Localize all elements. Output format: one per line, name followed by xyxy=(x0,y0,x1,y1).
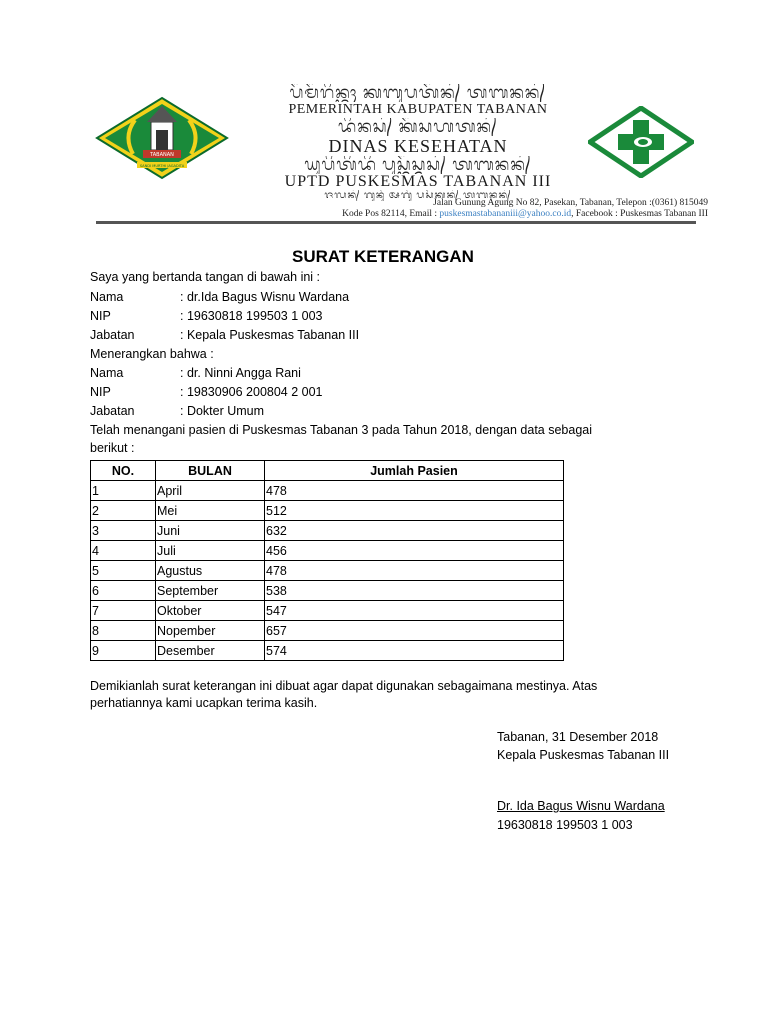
table-cell: September xyxy=(156,581,265,601)
declaration-text: Menerangkan bahwa : xyxy=(90,347,214,361)
table-cell: 478 xyxy=(265,561,564,581)
table-cell: 547 xyxy=(265,601,564,621)
address-line: Jalan Gunung Agung No 82, Pasekan, Tabanan, Telepon :(0361) 815049 xyxy=(433,198,708,208)
contact-suffix: , Facebook : Puskesmas Tabanan III xyxy=(571,209,708,219)
emblem-motto: SANDI MURTHI JAGADITA xyxy=(139,164,185,168)
table-cell: Nopember xyxy=(156,621,265,641)
balinese-script-line: ᬬᬸᬧᬶᬢᬶᬤᬶ ᬧᬸᬲ᭄ᬓᭂᬲ᭄ᬫᬲ᭄ ᬢᬩᬦᬦ᭄ xyxy=(304,156,532,174)
closing-text: perhatiannya kami ucapkan terima kasih. xyxy=(90,696,318,710)
table-cell: 574 xyxy=(265,641,564,661)
table-cell: 5 xyxy=(91,561,156,581)
field-value: : dr. Ninni Angga Rani xyxy=(180,366,301,380)
signature-name: Dr. Ida Bagus Wisnu Wardana xyxy=(497,799,665,813)
table-row xyxy=(91,581,564,601)
patient-table xyxy=(90,460,564,661)
table-cell: Agustus xyxy=(156,561,265,581)
field-value: : Dokter Umum xyxy=(180,404,265,418)
column-header: Jumlah Pasien xyxy=(265,461,564,481)
table-cell: Juli xyxy=(156,541,265,561)
table-cell: 3 xyxy=(91,521,156,541)
letterhead-address xyxy=(148,198,708,220)
table-cell: 478 xyxy=(265,481,564,501)
field-value: : 19830906 200804 2 001 xyxy=(180,385,323,399)
balinese-script-line: ᬧᭂᬫᭂᬭᬶᬦ᭄ᬢᬄ ᬓᬩᬸᬧᬢᭂᬦ᭄ ᬢᬩᬦᬦ᭄ xyxy=(289,84,547,102)
table-row xyxy=(91,541,564,561)
signature-nip: 19630818 199503 1 003 xyxy=(497,818,633,832)
table-cell: Mei xyxy=(156,501,265,521)
table-row xyxy=(91,561,564,581)
field-value: : Kepala Puskesmas Tabanan III xyxy=(180,328,360,342)
unit-name: UPTD PUSKESMAS TABANAN III xyxy=(284,173,552,190)
table-cell: 7 xyxy=(91,601,156,621)
government-name: PEMERINTAH KABUPATEN TABANAN xyxy=(288,102,548,117)
table-cell: 8 xyxy=(91,621,156,641)
table-cell: Juni xyxy=(156,521,265,541)
document-title: SURAT KETERANGAN xyxy=(292,247,474,266)
contact-prefix: Kode Pos 82114, Email : xyxy=(342,209,440,219)
statement-text: Telah menangani pasien di Puskesmas Tabanan 3 pada Tahun 2018, dengan data sebagai xyxy=(90,423,593,437)
field-value: : dr.Ida Bagus Wisnu Wardana xyxy=(180,290,350,304)
table-row xyxy=(91,501,564,521)
emblem-label: TABANAN xyxy=(150,152,174,158)
signature-place-date: Tabanan, 31 Desember 2018 xyxy=(497,730,659,744)
field-value: : 19630818 199503 1 003 xyxy=(180,309,323,323)
table-cell: Desember xyxy=(156,641,265,661)
table-row xyxy=(91,521,564,541)
table-cell: 4 xyxy=(91,541,156,561)
statement-text: berikut : xyxy=(90,441,135,455)
table-row xyxy=(91,641,564,661)
column-header: BULAN xyxy=(156,461,265,481)
letterhead-text xyxy=(238,84,598,201)
tabanan-regency-emblem xyxy=(93,96,231,180)
table-cell: 456 xyxy=(265,541,564,561)
agency-name: DINAS KESEHATAN xyxy=(328,136,508,156)
email-link[interactable]: puskesmastabananiii@yahoo.co.id xyxy=(439,209,572,219)
table-row xyxy=(91,601,564,621)
field-label: Nama xyxy=(90,290,124,304)
letterhead-divider xyxy=(96,221,696,224)
field-label: Jabatan xyxy=(90,404,135,418)
signature-position: Kepala Puskesmas Tabanan III xyxy=(497,748,670,762)
table-cell: 1 xyxy=(91,481,156,501)
balinese-script-line: ᬤᬶᬦᬲ᭄ ᬓᭂᬲᬳᬢᬦ᭄ xyxy=(338,118,498,136)
table-cell: 657 xyxy=(265,621,564,641)
column-header: NO. xyxy=(91,461,156,481)
table-cell: 2 xyxy=(91,501,156,521)
table-header-row xyxy=(91,461,564,481)
table-cell: April xyxy=(156,481,265,501)
puskesmas-logo xyxy=(588,106,694,178)
table-cell: 6 xyxy=(91,581,156,601)
field-label: NIP xyxy=(90,385,111,399)
field-label: Jabatan xyxy=(90,328,135,342)
table-cell: 632 xyxy=(265,521,564,541)
intro-text: Saya yang bertanda tangan di bawah ini : xyxy=(90,270,321,284)
balinese-script-line: ᬚᬮᬦ᭄ ᬕᬸᬦᬸᬂ ᬅᬕᬸᬂ ᬧᬲᭂᬓᬦ᭄ ᬢᬩᬦᬦ᭄ xyxy=(324,190,512,201)
field-label: Nama xyxy=(90,366,124,380)
table-cell: Oktober xyxy=(156,601,265,621)
table-row xyxy=(91,621,564,641)
table-cell: 512 xyxy=(265,501,564,521)
contact-line xyxy=(148,209,708,220)
field-label: NIP xyxy=(90,309,111,323)
closing-text: Demikianlah surat keterangan ini dibuat agar dapat digunakan sebagaimana mestinya. Atas xyxy=(90,679,598,693)
table-cell: 9 xyxy=(91,641,156,661)
letterhead xyxy=(88,84,708,226)
table-row xyxy=(91,481,564,501)
table-cell: 538 xyxy=(265,581,564,601)
